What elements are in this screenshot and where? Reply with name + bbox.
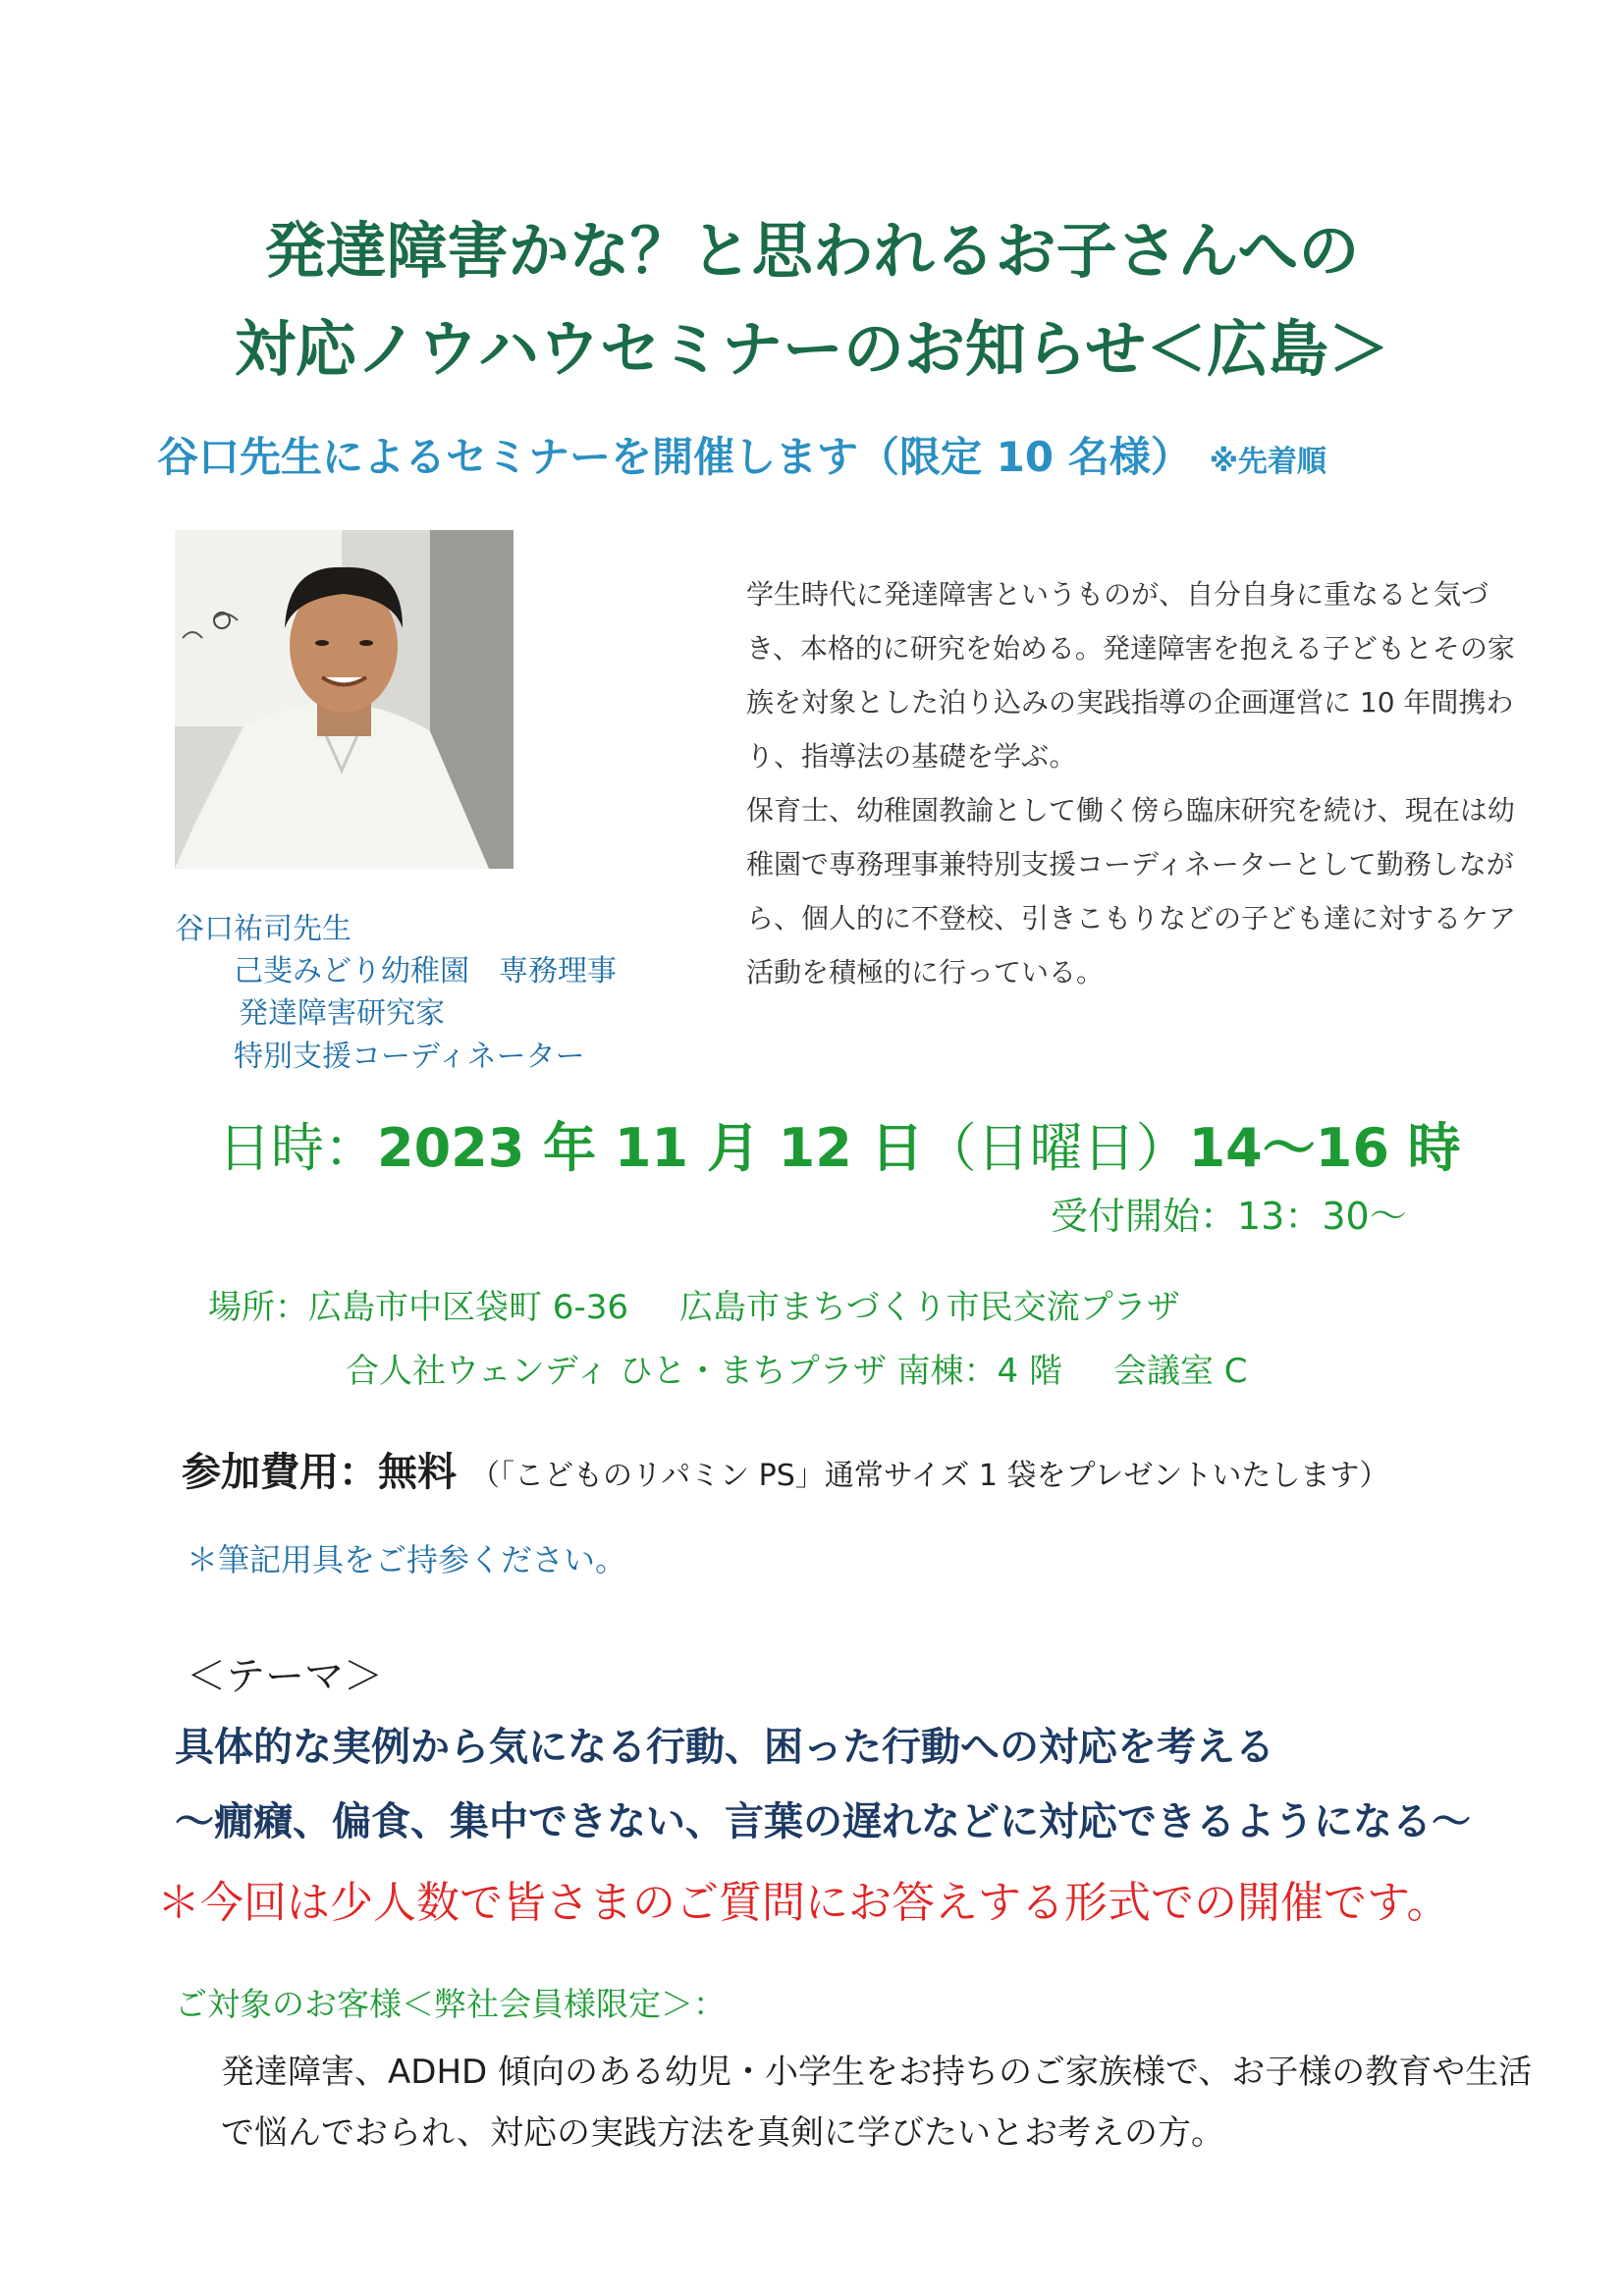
fee-line xyxy=(182,1450,1389,1495)
theme-line-1: 具体的な実例から気になる行動、困った行動への対応を考える xyxy=(175,1725,1274,1770)
fee-label: 参加費用：無料 xyxy=(182,1450,457,1495)
speaker-role-3: 特別支援コーディネーター xyxy=(234,1040,585,1074)
venue-building: 合人社ウェンディ ひと・まちプラザ 南棟：4 階 xyxy=(346,1352,1062,1391)
speaker-bio xyxy=(746,567,1532,999)
subtitle-text: 谷口先生によるセミナーを開催します（限定 10 名様） xyxy=(157,433,1192,481)
fee-note: （「こどものリパミン PS」通常サイズ 1 袋をプレゼントいたします） xyxy=(470,1459,1389,1493)
page-title-line1: 発達障害かな？と思われるお子さんへの xyxy=(264,215,1360,287)
speaker-role-1: 己斐みどり幼稚園 専務理事 xyxy=(234,954,617,988)
target-heading: ご対象のお客様＜弊社会員様限定＞： xyxy=(175,1985,726,2023)
target-description xyxy=(221,2042,1537,2163)
subtitle xyxy=(157,433,1326,481)
speaker-name: 谷口祐司先生 xyxy=(175,912,352,946)
bio-paragraph-2: 保育士、幼稚園教諭として働く傍ら臨床研究を続け、現在は幼稚園で専務理事兼特別支援コーディネーターとして勤務しながら、個人的に不登校、引きこもりなどの子ども達に対するケア活動を積極的に行っている。 xyxy=(746,794,1517,988)
event-date: 2023 年 11 月 12 日 xyxy=(377,1117,924,1179)
speaker-role-2: 発達障害研究家 xyxy=(239,996,445,1031)
subtitle-note: ※先着順 xyxy=(1209,445,1326,479)
bio-paragraph-1: 学生時代に発達障害というものが、自分自身に重なると気づき、本格的に研究を始める。発達障害を抱える子どもとその家族を対象とした泊り込みの実践指導の企画運営に 10 年間携わり、指導法の基礎を学ぶ。 xyxy=(746,578,1515,773)
event-time: 14～16 時 xyxy=(1188,1117,1461,1179)
venue-line-1 xyxy=(208,1288,1180,1327)
event-datetime xyxy=(218,1117,1461,1179)
event-weekday: （日曜日） xyxy=(923,1117,1189,1179)
bring-note: ＊筆記用具をご持参ください。 xyxy=(187,1541,627,1578)
venue-room: 会議室 C xyxy=(1112,1352,1248,1391)
target-text: 発達障害、ADHD 傾向のある幼児・小学生をお持ちのご家族様で、お子様の教育や生活で悩んでおられ、対応の実践方法を真剣に学びたいとお考えの方。 xyxy=(221,2053,1533,2153)
datetime-label: 日時： xyxy=(218,1117,377,1179)
reception-time: 受付開始：13：30～ xyxy=(1051,1195,1407,1238)
page-title-line2: 対応ノウハウセミナーのお知らせ＜広島＞ xyxy=(234,313,1390,385)
theme-line-2: ～癇癪、偏食、集中できない、言葉の遅れなどに対応できるようになる～ xyxy=(175,1799,1471,1844)
speaker-photo-illustration xyxy=(175,530,514,869)
theme-heading: ＜テーマ＞ xyxy=(187,1654,383,1699)
format-notice: ＊今回は少人数で皆さまのご質問にお答えする形式での開催です。 xyxy=(157,1878,1450,1928)
venue-address: 場所：広島市中区袋町 6-36 xyxy=(208,1288,628,1327)
venue-name: 広島市まちづくり市民交流プラザ xyxy=(678,1288,1180,1327)
venue-line-2 xyxy=(346,1352,1248,1391)
speaker-photo xyxy=(175,530,514,869)
